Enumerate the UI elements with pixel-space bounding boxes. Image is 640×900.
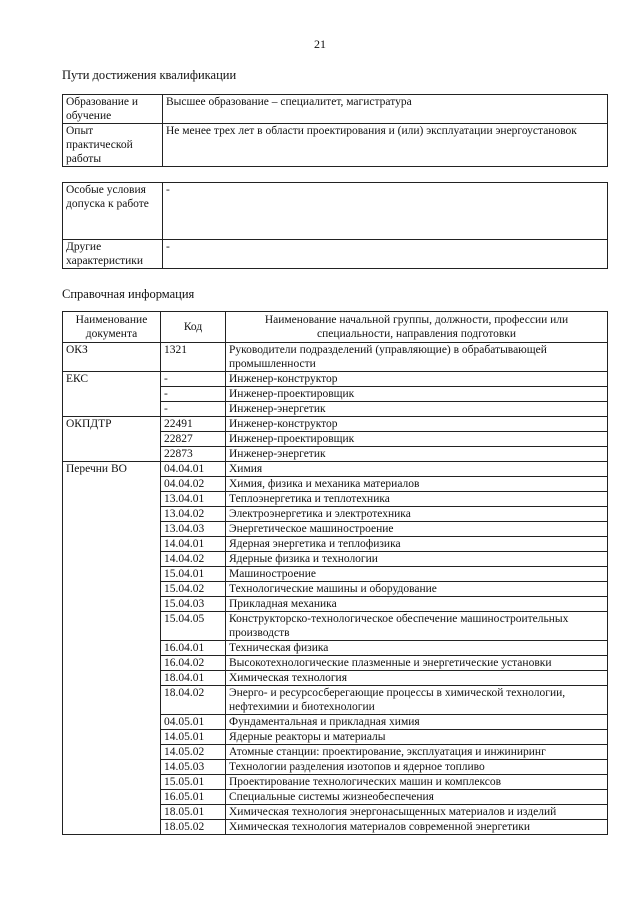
code-cell: 15.04.05	[161, 612, 226, 641]
table-row	[63, 124, 608, 167]
name-cell: Энерго- и ресурсосберегающие процессы в химической технологии, нефтехимии и биотехнологии	[226, 686, 608, 715]
code-cell: 18.05.01	[161, 805, 226, 820]
name-cell: Энергетическое машиностроение	[226, 522, 608, 537]
code-cell: 14.04.02	[161, 552, 226, 567]
name-cell: Химическая технология энергонасыщенных материалов и изделий	[226, 805, 608, 820]
code-cell: -	[161, 402, 226, 417]
code-cell: 18.04.02	[161, 686, 226, 715]
name-cell: Машиностроение	[226, 567, 608, 582]
table-row	[63, 240, 608, 269]
code-cell: 14.04.01	[161, 537, 226, 552]
name-cell: Технологические машины и оборудование	[226, 582, 608, 597]
name-cell: Теплоэнергетика и теплотехника	[226, 492, 608, 507]
code-cell: 14.05.02	[161, 745, 226, 760]
reference-info-body	[63, 343, 608, 835]
special-conditions-table	[62, 182, 608, 269]
table-header-row	[63, 312, 608, 343]
code-cell: 04.05.01	[161, 715, 226, 730]
other-characteristics-label: Другие характеристики	[63, 240, 163, 269]
name-cell: Инженер-проектировщик	[226, 387, 608, 402]
code-cell: 14.05.01	[161, 730, 226, 745]
code-cell: 13.04.03	[161, 522, 226, 537]
reference-info-table	[62, 311, 608, 835]
code-cell: 15.05.01	[161, 775, 226, 790]
code-cell: 22827	[161, 432, 226, 447]
name-cell: Инженер-конструктор	[226, 417, 608, 432]
experience-label: Опыт практической работы	[63, 124, 163, 167]
name-cell: Ядерные физика и технологии	[226, 552, 608, 567]
header-name: Наименование начальной группы, должности, профессии или специальности, направления подготовки	[226, 312, 608, 343]
code-cell: 18.04.01	[161, 671, 226, 686]
reference-info-title: Справочная информация	[62, 287, 195, 301]
name-cell: Высокотехнологические плазменные и энергетические установки	[226, 656, 608, 671]
code-cell: 04.04.01	[161, 462, 226, 477]
code-cell: 13.04.02	[161, 507, 226, 522]
code-cell: 15.04.02	[161, 582, 226, 597]
name-cell: Химическая технология	[226, 671, 608, 686]
qualification-paths-title: Пути достижения квалификации	[62, 68, 237, 82]
experience-value: Не менее трех лет в области проектирования и (или) эксплуатации энергоустановок	[163, 124, 608, 167]
table-row	[63, 372, 608, 387]
name-cell: Ядерная энергетика и теплофизика	[226, 537, 608, 552]
code-cell: 16.04.01	[161, 641, 226, 656]
code-cell: 14.05.03	[161, 760, 226, 775]
table-row	[63, 343, 608, 372]
name-cell: Инженер-энергетик	[226, 447, 608, 462]
name-cell: Инженер-проектировщик	[226, 432, 608, 447]
name-cell: Ядерные реакторы и материалы	[226, 730, 608, 745]
table-row	[63, 95, 608, 124]
name-cell: Химическая технология материалов современной энергетики	[226, 820, 608, 835]
code-cell: 13.04.01	[161, 492, 226, 507]
name-cell: Химия	[226, 462, 608, 477]
special-conditions-label: Особые условия допуска к работе	[63, 183, 163, 240]
education-label: Образование и обучение	[63, 95, 163, 124]
table-row	[63, 462, 608, 477]
qualification-paths-table	[62, 94, 608, 167]
document-name-cell: Перечни ВО	[63, 462, 161, 835]
document-name-cell: ОКПДТР	[63, 417, 161, 462]
name-cell: Электроэнергетика и электротехника	[226, 507, 608, 522]
header-code: Код	[161, 312, 226, 343]
name-cell: Технологии разделения изотопов и ядерное топливо	[226, 760, 608, 775]
name-cell: Техническая физика	[226, 641, 608, 656]
education-value: Высшее образование – специалитет, магистратура	[163, 95, 608, 124]
code-cell: -	[161, 387, 226, 402]
code-cell: 22873	[161, 447, 226, 462]
other-characteristics-value: -	[163, 240, 608, 269]
name-cell: Химия, физика и механика материалов	[226, 477, 608, 492]
code-cell: -	[161, 372, 226, 387]
code-cell: 15.04.03	[161, 597, 226, 612]
name-cell: Специальные системы жизнеобеспечения	[226, 790, 608, 805]
code-cell: 22491	[161, 417, 226, 432]
name-cell: Проектирование технологических машин и комплексов	[226, 775, 608, 790]
name-cell: Руководители подразделений (управляющие) в обрабатывающей промышленности	[226, 343, 608, 372]
name-cell: Фундаментальная и прикладная химия	[226, 715, 608, 730]
document-name-cell: ЕКС	[63, 372, 161, 417]
name-cell: Инженер-энергетик	[226, 402, 608, 417]
code-cell: 15.04.01	[161, 567, 226, 582]
special-conditions-value: -	[163, 183, 608, 240]
document-name-cell: ОКЗ	[63, 343, 161, 372]
page-number: 21	[314, 37, 326, 51]
name-cell: Инженер-конструктор	[226, 372, 608, 387]
name-cell: Конструкторско-технологическое обеспечение машиностроительных производств	[226, 612, 608, 641]
name-cell: Прикладная механика	[226, 597, 608, 612]
code-cell: 16.04.02	[161, 656, 226, 671]
code-cell: 1321	[161, 343, 226, 372]
name-cell: Атомные станции: проектирование, эксплуатация и инжиниринг	[226, 745, 608, 760]
code-cell: 16.05.01	[161, 790, 226, 805]
table-row	[63, 417, 608, 432]
header-doc: Наименование документа	[63, 312, 161, 343]
code-cell: 04.04.02	[161, 477, 226, 492]
code-cell: 18.05.02	[161, 820, 226, 835]
table-row	[63, 183, 608, 240]
